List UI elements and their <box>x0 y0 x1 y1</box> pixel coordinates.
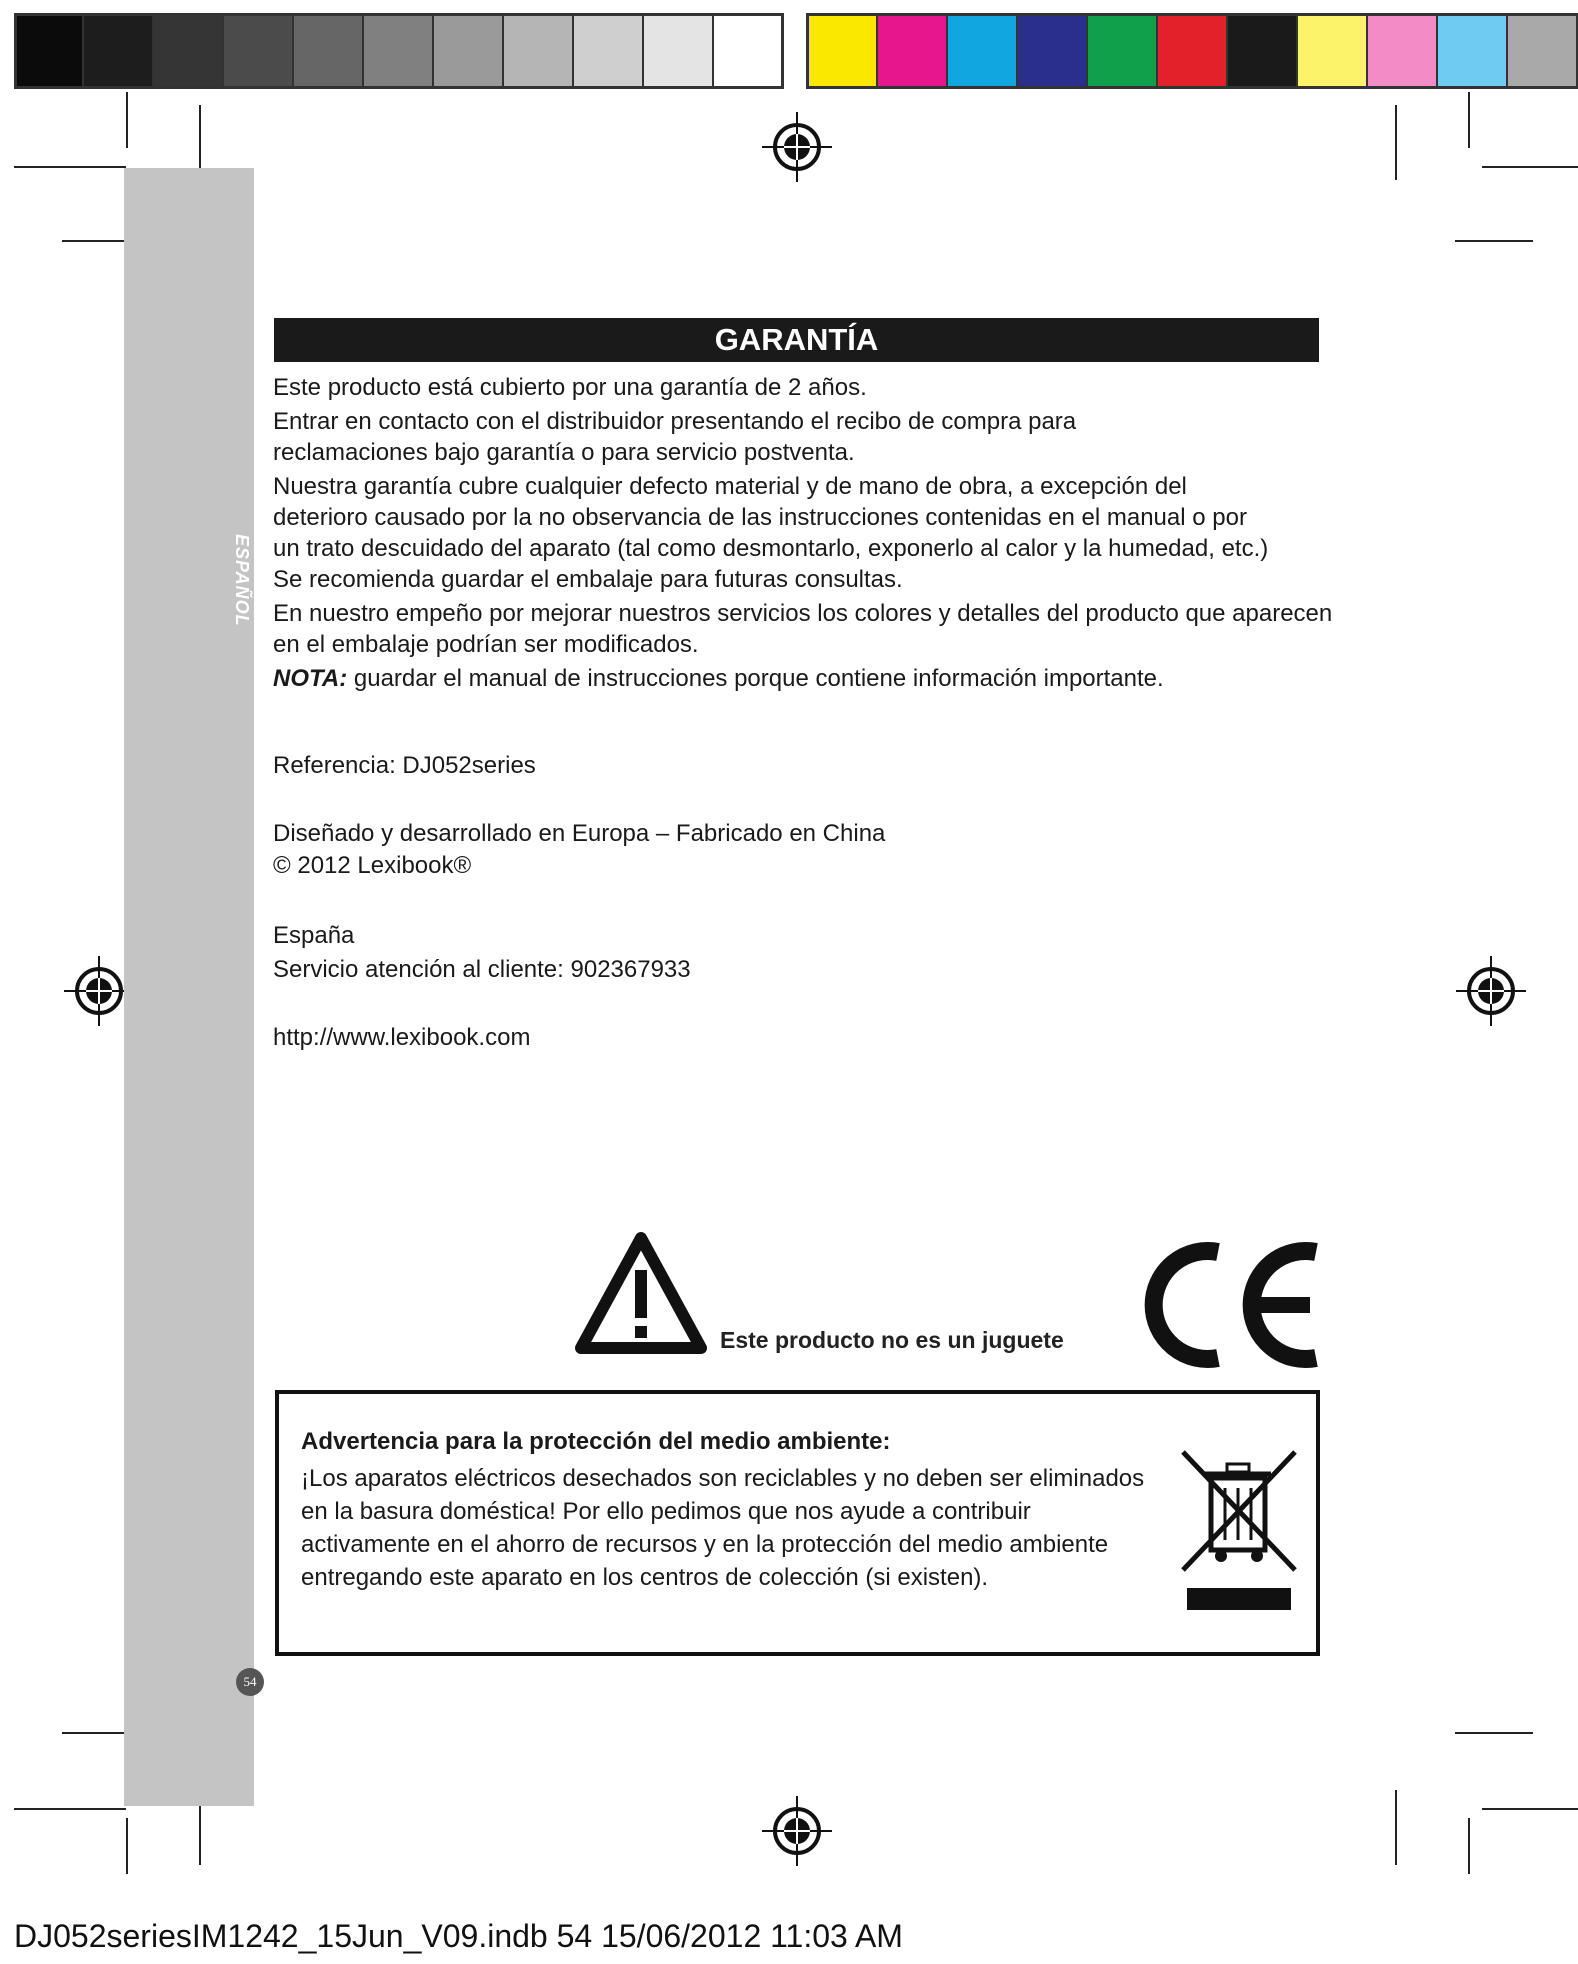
website-link: http://www.lexibook.com <box>273 1024 531 1051</box>
crop-mark <box>1482 166 1578 168</box>
note-label: NOTA: <box>273 665 348 692</box>
crop-mark <box>1455 1732 1533 1734</box>
warning-caption: Este producto no es un juguete <box>720 1327 1064 1353</box>
crop-mark <box>126 1818 128 1874</box>
environment-title: Advertencia para la protección del medio ambiente: <box>301 1428 891 1455</box>
crop-mark <box>1395 1790 1397 1865</box>
crop-mark <box>14 1808 126 1810</box>
note-text: guardar el manual de instrucciones porque contiene información importante. <box>347 665 1164 692</box>
section-title: GARANTÍA <box>274 318 1319 362</box>
contact-country: España <box>273 922 355 949</box>
crop-mark <box>1395 105 1397 180</box>
crop-mark <box>126 92 128 148</box>
warranty-text <box>273 372 1333 694</box>
reference: Referencia: DJ052series <box>273 752 536 779</box>
crop-mark <box>1455 240 1533 242</box>
environment-notice-box <box>275 1390 1320 1656</box>
paragraph: Este producto está cubierto por una garantía de 2 años. <box>273 374 867 401</box>
gray-bar-frame <box>14 13 784 89</box>
registration-mark-icon <box>762 112 832 182</box>
side-tab-label: ESPAÑOL <box>232 533 252 627</box>
crop-mark <box>14 166 126 168</box>
paragraph: Entrar en contacto con el distribuidor presentando el recibo de compra para reclamaciones bajo garantía o para servicio postventa. <box>273 408 1077 466</box>
environment-text: ¡Los aparatos eléctricos desechados son reciclables y no deben ser eliminados en la basura doméstica! Por ello pedimos que nos ayude a contribuir activamente en el ahorro de recursos y en la protección del medio ambiente entregando este aparato en los centros de colección (si existen). <box>301 1465 1145 1591</box>
paragraph: Nuestra garantía cubre cualquier defecto material y de mano de obra, a excepción del deterioro causado por la no observancia de las instrucciones contenidas en el manual o por un trato descuidado del aparato (tal como desmontarlo, exponerlo al calor y la humedad, etc.) Se recomienda guardar el embalaje para futuras consultas. <box>273 473 1269 593</box>
language-side-tab <box>124 168 254 1806</box>
origin-line: Diseñado y desarrollado en Europa – Fabricado en China <box>273 820 886 847</box>
ce-mark-icon <box>1140 1240 1325 1370</box>
customer-service-line: Servicio atención al cliente: 902367933 <box>273 956 691 983</box>
crop-mark <box>1468 1818 1470 1874</box>
weee-crossed-bin-icon <box>1177 1446 1301 1612</box>
registration-mark-icon <box>1456 956 1526 1026</box>
warning-triangle-icon <box>575 1232 707 1354</box>
print-slug: DJ052seriesIM1242_15Jun_V09.indb 54 15/06/2012 11:03 AM <box>14 1918 903 1954</box>
crop-mark <box>1482 1808 1578 1810</box>
copyright-line: © 2012 Lexibook® <box>273 852 472 879</box>
page-number: 54 <box>236 1668 264 1696</box>
color-bar-frame <box>806 13 1578 89</box>
crop-mark <box>1468 92 1470 148</box>
note-paragraph <box>273 663 1333 694</box>
paragraph: En nuestro empeño por mejorar nuestros servicios los colores y detalles del producto que aparecen en el embalaje podrían ser modificados. <box>273 600 1333 658</box>
registration-mark-icon <box>762 1796 832 1866</box>
